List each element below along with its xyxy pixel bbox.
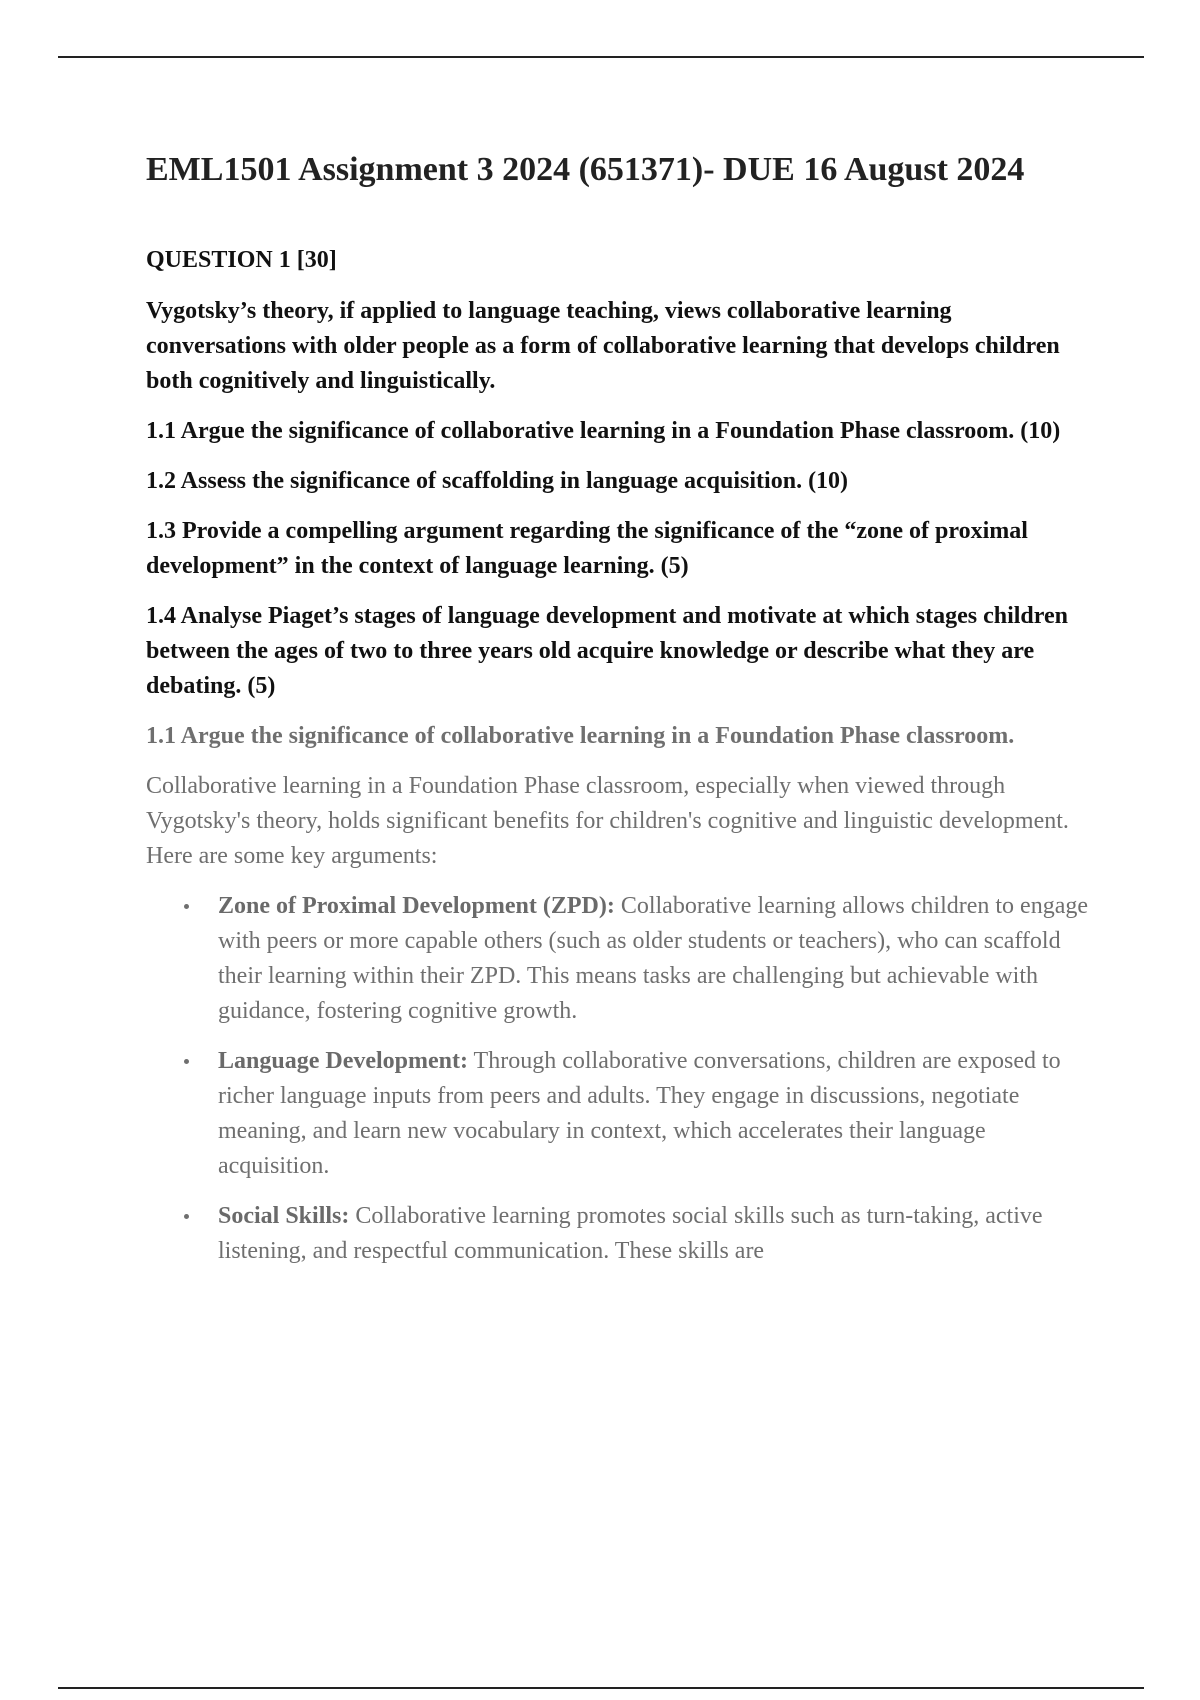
question-1-3: 1.3 Provide a compelling argument regarding the significance of the “zone of proximal development” in the context of language learning. (5)	[146, 518, 1028, 579]
bullet-term: Social Skills:	[218, 1203, 350, 1229]
bottom-rule	[58, 1687, 1144, 1689]
list-item	[146, 889, 1096, 1029]
bullet-icon	[184, 1059, 189, 1064]
question-1-1: 1.1 Argue the significance of collaborative learning in a Foundation Phase classroom. (10)	[146, 418, 1061, 444]
answer-bullet-list	[146, 889, 1096, 1269]
answer-heading: 1.1 Argue the significance of collaborative learning in a Foundation Phase classroom.	[146, 723, 1015, 749]
bullet-text: Collaborative learning allows children to engage with peers or more capable others (such as older students or teachers), who can scaffold their learning within their ZPD. This means tasks are challenging but achievable with guidance, fostering cognitive growth.	[218, 893, 1089, 1024]
question-heading: QUESTION 1 [30]	[146, 247, 337, 273]
document-body	[146, 148, 1096, 1284]
bullet-icon	[184, 1214, 189, 1219]
top-rule	[58, 56, 1144, 58]
bullet-icon	[184, 904, 189, 909]
question-1-4: 1.4 Analyse Piaget’s stages of language development and motivate at which stages children between the ages of two to three years old acquire knowledge or describe what they are debating. (5)	[146, 603, 1068, 699]
answer-paragraph: Collaborative learning in a Foundation Phase classroom, especially when viewed through Vygotsky's theory, holds significant benefits for children's cognitive and linguistic development. Here are some key arguments:	[146, 773, 1069, 869]
bullet-text: Through collaborative conversations, children are exposed to richer language inputs from peers and adults. They engage in discussions, negotiate meaning, and learn new vocabulary in context, which accelerates their language acquisition.	[218, 1048, 1061, 1179]
bullet-term: Zone of Proximal Development (ZPD):	[218, 893, 615, 919]
bullet-term: Language Development:	[218, 1048, 468, 1074]
list-item	[146, 1044, 1096, 1184]
bullet-text: Collaborative learning promotes social skills such as turn-taking, active listening, and respectful communication. These skills are	[218, 1203, 1043, 1264]
question-1-2: 1.2 Assess the significance of scaffolding in language acquisition. (10)	[146, 468, 849, 494]
list-item	[146, 1199, 1096, 1269]
document-title: EML1501 Assignment 3 2024 (651371)- DUE 16 August 2024	[146, 151, 1025, 188]
question-intro: Vygotsky’s theory, if applied to language teaching, views collaborative learning conversations with older people as a form of collaborative learning that develops children both cognitively and linguistically.	[146, 298, 1060, 394]
